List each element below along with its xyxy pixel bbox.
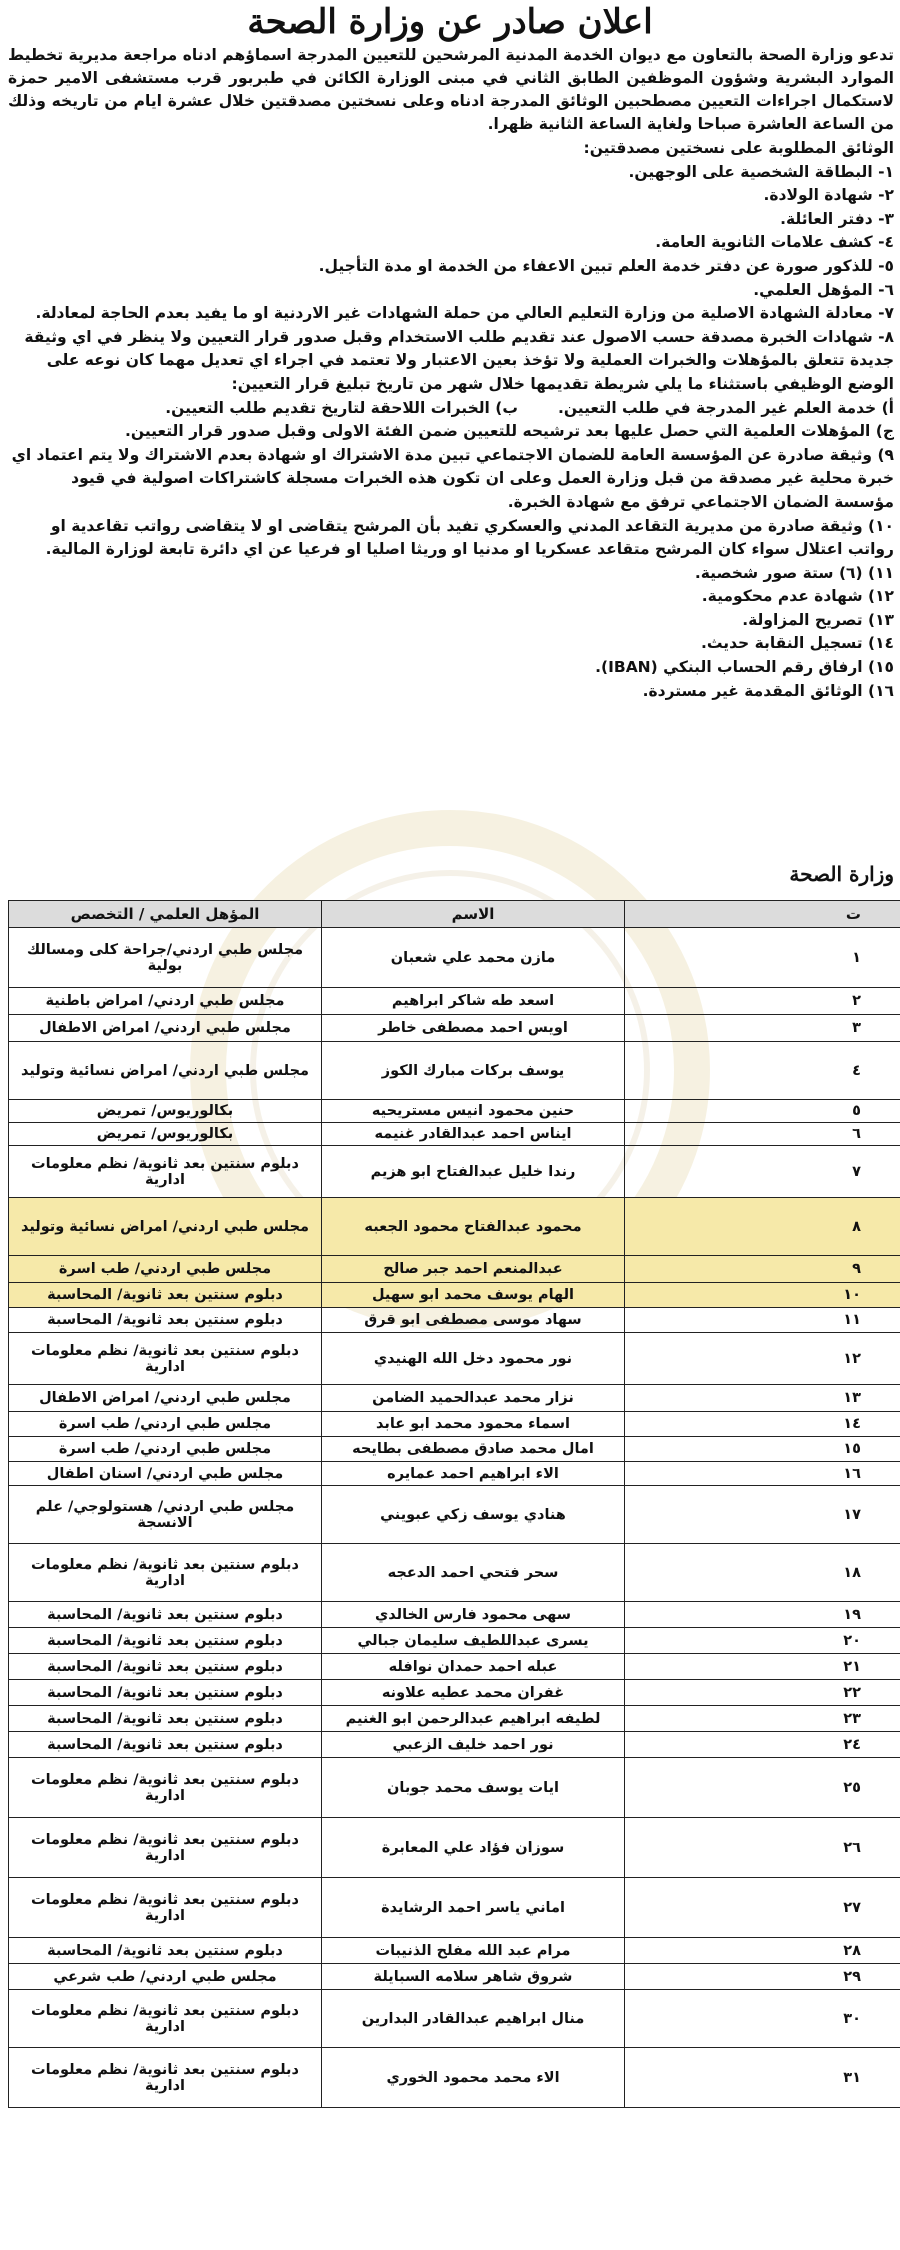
- row-number: ٢: [625, 988, 900, 1015]
- row-number: ١٨: [625, 1544, 900, 1602]
- ministry-heading: وزارة الصحة: [789, 862, 894, 886]
- doc-item: ١٥) ارفاق رقم الحساب البنكي (IBAN).: [595, 658, 894, 677]
- candidate-name: نور احمد خليف الزعبي: [322, 1732, 625, 1758]
- candidate-name: اويس احمد مصطفى خاطر: [322, 1015, 625, 1042]
- doc-item: ١١) (٦) ستة صور شخصية.: [694, 563, 894, 582]
- table-row: [9, 2048, 900, 2108]
- candidate-name: منال ابراهيم عبدالقادر البدارين: [322, 1990, 625, 2048]
- table-row: [9, 1706, 900, 1732]
- doc-item: ٨- شهادات الخبرة مصدقة حسب الاصول عند تقديم طلب الاستخدام وقبل صدور قرار التعيين ولا ينظر في اي وثيقة جديدة تتعلق بالمؤهلات والخبرات العملية ولا تؤخذ بعين الاعتبار ولا تعتمد في اجراء اي تعديل مهما كان نوعه على الوضع الوظيفي باستثناء ما يلي شريطة تقديمها خلال شهر من تاريخ تبليغ قرار التعيين:: [24, 327, 894, 393]
- intro-text: تدعو وزارة الصحة بالتعاون مع ديوان الخدمة المدنية المرشحين للتعيين المدرجة اسماؤهم ادناه مراجعة مديرية تخطيط الموارد البشرية وشؤون الموظفين الطابق الثاني في مبنى الوزارة الكائن في طبربور قرب مستشفى الامير حمزة لاستكمال اجراءات التعيين مصطحبين الوثائق المدرجة ادناه وعلى نسختين مصدقتين خلال عشرة ايام من تاريخه وذلك من الساعة العاشرة صباحا ولغاية الساعة الثانية ظهرا.: [8, 46, 894, 133]
- table-row: [9, 1680, 900, 1706]
- candidate-name: مرام عبد الله مفلح الذنيبات: [322, 1938, 625, 1964]
- table-row: [9, 1486, 900, 1544]
- row-number: ٢٢: [625, 1680, 900, 1706]
- candidate-name: مازن محمد علي شعبان: [322, 928, 625, 988]
- table-row: [9, 1123, 900, 1146]
- candidate-qualification: دبلوم سنتين بعد ثانوية/ المحاسبة: [9, 1938, 322, 1964]
- doc-item: ١٢) شهادة عدم محكومية.: [701, 587, 894, 606]
- doc-item: ٩) وثيقة صادرة عن المؤسسة العامة للضمان الاجتماعي تبين مدة الاشتراك او شهادة بعدم الاشتراك ولا يتم اعتماد اي خبرة محلية غير مصدقة من قبل وزارة العمل وعلى ان تكون هذه الخبرات مسجلة كاشتراكات اصولية في قيود مؤسسة الضمان الاجتماعي ترفق مع شهادة الخبرة.: [11, 445, 894, 511]
- row-number: ٣٠: [625, 1990, 900, 2048]
- table-row: [9, 1437, 900, 1462]
- row-number: ٢٣: [625, 1706, 900, 1732]
- candidate-qualification: مجلس طبي اردني/ امراض الاطفال: [9, 1015, 322, 1042]
- candidate-name: امال محمد صادق مصطفى بطايحه: [322, 1437, 625, 1462]
- row-number: ١٠: [625, 1283, 900, 1308]
- candidate-name: الاء محمد محمود الخوري: [322, 2048, 625, 2108]
- candidate-name: يسرى عبداللطيف سليمان جبالي: [322, 1628, 625, 1654]
- candidate-qualification: مجلس طبي اردني/ طب اسرة: [9, 1412, 322, 1437]
- candidate-name: نزار محمد عبدالحميد الضامن: [322, 1385, 625, 1412]
- table-row: [9, 1412, 900, 1437]
- row-number: ٤: [625, 1042, 900, 1100]
- candidate-qualification: مجلس طبي اردني/ امراض نسائية وتوليد: [9, 1198, 322, 1256]
- doc-item: ١٤) تسجيل النقابة حديث.: [700, 634, 894, 653]
- candidate-name: اسماء محمود محمد ابو عابد: [322, 1412, 625, 1437]
- table-row: [9, 1938, 900, 1964]
- doc-sub-b: ب) الخبرات اللاحقة لتاريخ تقديم طلب التعيين.: [165, 398, 518, 417]
- row-number: ٢٧: [625, 1878, 900, 1938]
- table-row: [9, 1042, 900, 1100]
- candidate-qualification: دبلوم سنتين بعد ثانوية/ المحاسبة: [9, 1680, 322, 1706]
- doc-item: ١٦) الوثائق المقدمة غير مستردة.: [642, 681, 894, 700]
- candidate-qualification: مجلس طبي اردني/ طب اسرة: [9, 1437, 322, 1462]
- candidate-name: سهى محمود فارس الخالدي: [322, 1602, 625, 1628]
- row-number: ١٢: [625, 1333, 900, 1385]
- row-number: ١١: [625, 1308, 900, 1333]
- row-number: ٢٤: [625, 1732, 900, 1758]
- candidate-name: سوزان فؤاد علي المعابرة: [322, 1818, 625, 1878]
- candidate-name: اسعد طه شاكر ابراهيم: [322, 988, 625, 1015]
- header-name: الاسم: [322, 901, 625, 928]
- candidate-qualification: مجلس طبي اردني/ طب اسرة: [9, 1256, 322, 1283]
- candidates-table: [8, 900, 900, 2108]
- doc-item: ٧- معادلة الشهادة الاصلية من وزارة التعليم العالي من حملة الشهادات غير الاردنية او ما يفيد بعدم الحاجة لمعادلة.: [35, 304, 894, 323]
- candidate-qualification: مجلس طبي اردني/ هستولوجي/ علم الانسجة: [9, 1486, 322, 1544]
- table-row: [9, 1654, 900, 1680]
- candidate-qualification: مجلس طبي اردني/ طب شرعي: [9, 1964, 322, 1990]
- candidate-name: سحر فتحي احمد الدعجه: [322, 1544, 625, 1602]
- table-row: [9, 1385, 900, 1412]
- candidate-name: محمود عبدالفتاح محمود الجعبه: [322, 1198, 625, 1256]
- row-number: ٦: [625, 1123, 900, 1146]
- row-number: ٩: [625, 1256, 900, 1283]
- table-body: [9, 928, 900, 2108]
- candidate-qualification: دبلوم سنتين بعد ثانوية/ المحاسبة: [9, 1308, 322, 1333]
- doc-sub-a: أ) خدمة العلم غير المدرجة في طلب التعيين.: [557, 398, 894, 417]
- candidate-qualification: دبلوم سنتين بعد ثانوية/ نظم معلومات ادارية: [9, 1146, 322, 1198]
- candidate-name: شروق شاهر سلامه السبايلة: [322, 1964, 625, 1990]
- table-row: [9, 1878, 900, 1938]
- candidate-qualification: مجلس طبي اردني/ امراض نسائية وتوليد: [9, 1042, 322, 1100]
- candidate-qualification: دبلوم سنتين بعد ثانوية/ المحاسبة: [9, 1706, 322, 1732]
- row-number: ٣: [625, 1015, 900, 1042]
- candidate-qualification: مجلس طبي اردني/ امراض الاطفال: [9, 1385, 322, 1412]
- row-number: ٧: [625, 1146, 900, 1198]
- candidate-name: نور محمود دخل الله الهنيدي: [322, 1333, 625, 1385]
- table-row: [9, 1990, 900, 2048]
- row-number: ٥: [625, 1100, 900, 1123]
- row-number: ٢٩: [625, 1964, 900, 1990]
- doc-item: ٢- شهادة الولادة.: [763, 186, 894, 205]
- candidate-qualification: دبلوم سنتين بعد ثانوية/ نظم معلومات ادارية: [9, 1878, 322, 1938]
- candidate-qualification: دبلوم سنتين بعد ثانوية/ نظم معلومات ادارية: [9, 1333, 322, 1385]
- candidate-qualification: دبلوم سنتين بعد ثانوية/ المحاسبة: [9, 1283, 322, 1308]
- candidate-name: اماني ياسر احمد الرشايدة: [322, 1878, 625, 1938]
- row-number: ٣١: [625, 2048, 900, 2108]
- doc-item: ١- البطاقة الشخصية على الوجهين.: [628, 162, 894, 181]
- table-row: [9, 1333, 900, 1385]
- table-row: [9, 1283, 900, 1308]
- table-row: [9, 1602, 900, 1628]
- table-row: [9, 928, 900, 988]
- candidate-name: لطيفه ابراهيم عبدالرحمن ابو الغنيم: [322, 1706, 625, 1732]
- candidate-name: غفران محمد عطيه علاونه: [322, 1680, 625, 1706]
- candidate-qualification: دبلوم سنتين بعد ثانوية/ نظم معلومات ادارية: [9, 1544, 322, 1602]
- candidate-name: حنين محمود انيس مستريحيه: [322, 1100, 625, 1123]
- row-number: ١٤: [625, 1412, 900, 1437]
- table-row: [9, 1628, 900, 1654]
- row-number: ٢١: [625, 1654, 900, 1680]
- doc-item: ٣- دفتر العائلة.: [780, 209, 894, 228]
- doc-item: ٦- المؤهل العلمي.: [753, 280, 894, 299]
- table-row: [9, 1964, 900, 1990]
- candidate-qualification: دبلوم سنتين بعد ثانوية/ المحاسبة: [9, 1602, 322, 1628]
- row-number: ٢٦: [625, 1818, 900, 1878]
- table-row: [9, 1544, 900, 1602]
- candidate-name: سهاد موسى مصطفى ابو قرق: [322, 1308, 625, 1333]
- table-row: [9, 1015, 900, 1042]
- row-number: ١٧: [625, 1486, 900, 1544]
- candidate-qualification: مجلس طبي اردني/ امراض باطنية: [9, 988, 322, 1015]
- table-row: [9, 1758, 900, 1818]
- candidate-name: الاء ابراهيم احمد عمايره: [322, 1462, 625, 1486]
- candidate-name: ايات يوسف محمد جوبان: [322, 1758, 625, 1818]
- candidate-name: عبله احمد حمدان نوافله: [322, 1654, 625, 1680]
- doc-item: ١٣) تصريح المزاولة.: [742, 610, 894, 629]
- row-number: ١٦: [625, 1462, 900, 1486]
- page-title: اعلان صادر عن وزارة الصحة: [247, 2, 653, 42]
- table-row: [9, 1198, 900, 1256]
- candidate-qualification: دبلوم سنتين بعد ثانوية/ نظم معلومات ادارية: [9, 1990, 322, 2048]
- table-row: [9, 1308, 900, 1333]
- candidate-name: هنادي يوسف زكي عبويني: [322, 1486, 625, 1544]
- required-documents: [8, 137, 894, 703]
- row-number: ١٣: [625, 1385, 900, 1412]
- candidate-qualification: دبلوم سنتين بعد ثانوية/ نظم معلومات ادارية: [9, 1758, 322, 1818]
- table-row: [9, 1732, 900, 1758]
- table-row: [9, 1146, 900, 1198]
- candidate-qualification: دبلوم سنتين بعد ثانوية/ المحاسبة: [9, 1654, 322, 1680]
- header-qualification: المؤهل العلمي / التخصص: [9, 901, 322, 928]
- intro-paragraph: [8, 44, 894, 136]
- row-number: ١٥: [625, 1437, 900, 1462]
- candidate-name: الهام يوسف محمد ابو سهيل: [322, 1283, 625, 1308]
- candidate-name: ايناس احمد عبدالقادر غنيمه: [322, 1123, 625, 1146]
- candidate-qualification: دبلوم سنتين بعد ثانوية/ المحاسبة: [9, 1628, 322, 1654]
- table-row: [9, 988, 900, 1015]
- doc-item: ٥- للذكور صورة عن دفتر خدمة العلم تبين الاعفاء من الخدمة او مدة التأجيل.: [318, 256, 894, 275]
- candidate-qualification: مجلس طبي اردني/ اسنان اطفال: [9, 1462, 322, 1486]
- candidate-name: عبدالمنعم احمد جبر صالح: [322, 1256, 625, 1283]
- candidate-qualification: دبلوم سنتين بعد ثانوية/ المحاسبة: [9, 1732, 322, 1758]
- table-row: [9, 1818, 900, 1878]
- candidate-qualification: بكالوريوس/ تمريض: [9, 1123, 322, 1146]
- table-row: [9, 1462, 900, 1486]
- doc-sub-c: ج) المؤهلات العلمية التي حصل عليها بعد ترشيحه للتعيين ضمن الفئة الاولى وقبل صدور قرار التعيين.: [124, 422, 894, 441]
- doc-item: ٤- كشف علامات الثانوية العامة.: [655, 233, 894, 252]
- row-number: ٢٠: [625, 1628, 900, 1654]
- row-number: ١٩: [625, 1602, 900, 1628]
- row-number: ٨: [625, 1198, 900, 1256]
- header-number: ت: [625, 901, 900, 928]
- doc-sub-items: [8, 397, 894, 421]
- table-header-row: [9, 901, 900, 928]
- candidate-qualification: مجلس طبي اردني/جراحة كلى ومسالك بولية: [9, 928, 322, 988]
- candidate-qualification: دبلوم سنتين بعد ثانوية/ نظم معلومات ادارية: [9, 2048, 322, 2108]
- table-row: [9, 1256, 900, 1283]
- doc-item: ١٠) وثيقة صادرة من مديرية التقاعد المدني والعسكري تفيد بأن المرشح يتقاضى او لا يتقاضى رواتب تقاعدية او رواتب اعتلال سواء كان المرشح متقاعد عسكريا او مدنيا او وريثا اصليا او فرعيا عن اي دائرة تابعة لوزارة المالية.: [45, 516, 894, 559]
- candidate-name: يوسف بركات مبارك الكوز: [322, 1042, 625, 1100]
- row-number: ٢٨: [625, 1938, 900, 1964]
- candidate-qualification: بكالوريوس/ تمريض: [9, 1100, 322, 1123]
- row-number: ١: [625, 928, 900, 988]
- row-number: ٢٥: [625, 1758, 900, 1818]
- candidate-name: رندا خليل عبدالفتاح ابو هزيم: [322, 1146, 625, 1198]
- table-row: [9, 1100, 900, 1123]
- docs-heading: الوثائق المطلوبة على نسختين مصدقتين:: [583, 139, 894, 157]
- candidate-qualification: دبلوم سنتين بعد ثانوية/ نظم معلومات ادارية: [9, 1818, 322, 1878]
